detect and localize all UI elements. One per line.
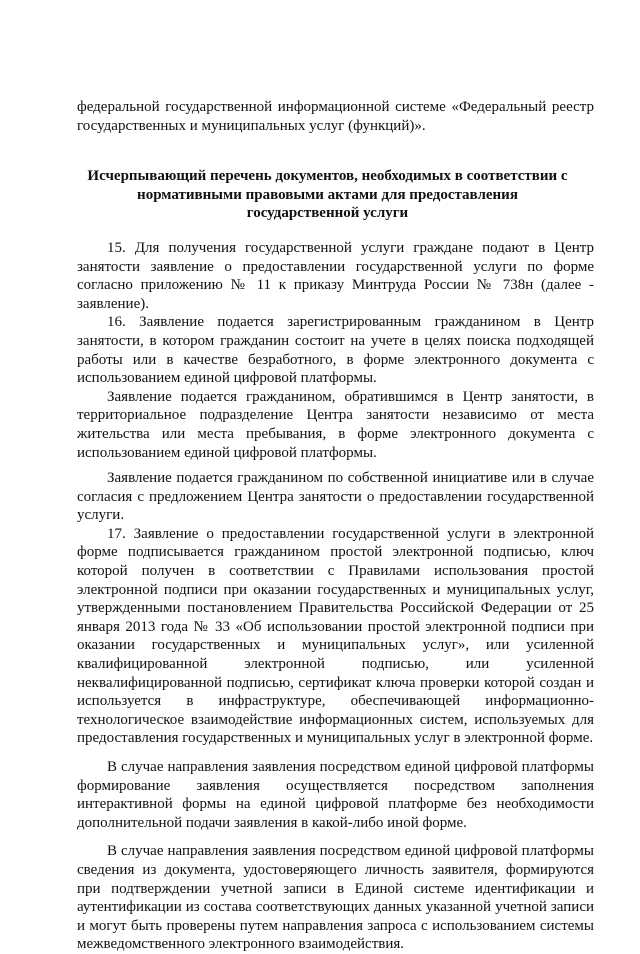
paragraph-15: 15. Для получения государственной услуги граждане подают в Центр занятости заявление о предоставлении государственной услуги по форме согласно приложению № 11 к приказу Минтруда России № 738н (далее - заявление). [77, 239, 594, 312]
intro-paragraph: федеральной государственной информационной системе «Федеральный реестр государственных и муниципальных услуг (функций)». [77, 99, 594, 134]
paragraph-16-territorial: Заявление подается гражданином, обратившимся в Центр занятости, в территориальное подразделение Центра занятости независимо от места жительства или места пребывания, в форме электронного документа с использованием единой цифровой платформы. [77, 388, 594, 461]
section-heading: Исчерпывающий перечень документов, необходимых в соответствии с нормативными правовыми актами для предоставления государственной услуги [87, 168, 568, 222]
paragraph-16-initiative: Заявление подается гражданином по собственной инициативе или в случае согласия с предложением Центра занятости о предоставлении государственной услуги. [77, 470, 594, 524]
paragraph-16: 16. Заявление подается зарегистрированным гражданином в Центр занятости, в котором гражданин состоит на учете в целях поиска подходящей работы или в качестве безработного, в форме электронного документа с использованием единой цифровой платформы. [77, 314, 594, 387]
paragraph-17-identity: В случае направления заявления посредством единой цифровой платформы сведения из документа, удостоверяющего личность заявителя, формируются при подтверждении учетной записи в Единой системе идентификации и аутентификации из состава соответствующих данных указанной учетной записи и могут быть проверены путем направления запроса с использованием системы межведомственного электронного взаимодействия. [77, 843, 594, 953]
paragraph-17: 17. Заявление о предоставлении государственной услуги в электронной форме подписывается гражданином простой электронной подписью, ключ которой получен в соответствии с Правилами использования простой электронной подписи при оказании государственных и муниципальных услуг, утвержденными постановлением Правительства Российской Федерации от 25 января 2013 года № 33 «Об использовании простой электронной подписи при оказании государственных и муниципальных услуг», или усиленной квалифицированной электронной подписью, или усиленной неквалифицированной подписью, сертификат ключа проверки которой создан и используется в инфраструктуре, обеспечивающей информационно-технологическое взаимодействие информационных систем, используемых для предоставления государственных и муниципальных услуг в электронной форме. [77, 525, 594, 747]
paragraph-17-digital-platform: В случае направления заявления посредством единой цифровой платформы формирование заявления осуществляется посредством заполнения интерактивной формы на единой цифровой платформе без необходимости дополнительной подачи заявления в какой-либо иной форме. [77, 759, 594, 831]
